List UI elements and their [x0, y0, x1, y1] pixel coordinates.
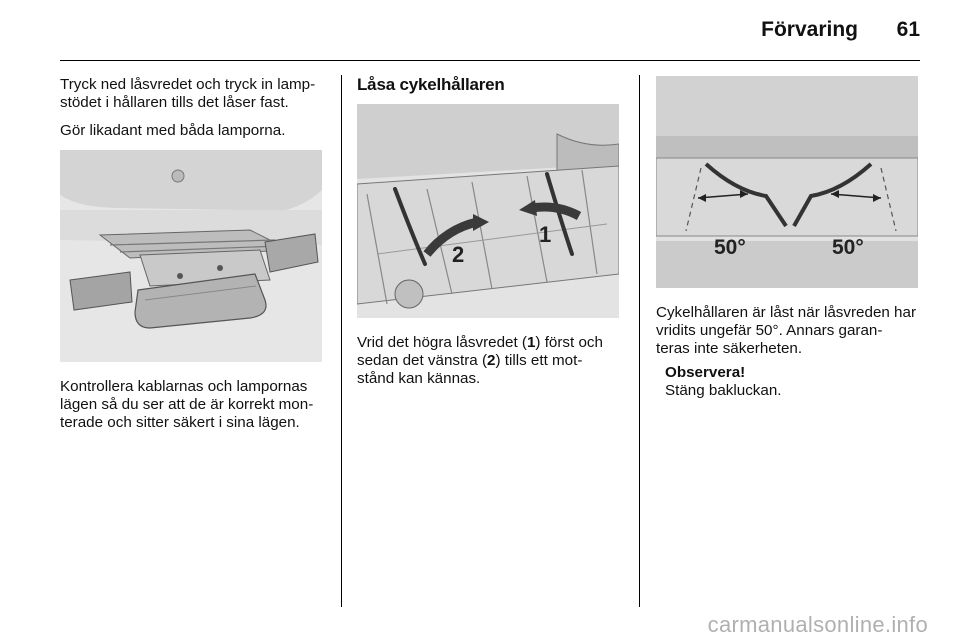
figure-label-1: 1	[539, 222, 552, 247]
figure-label-2: 2	[452, 242, 465, 267]
lamp-mount-illustration	[60, 150, 322, 362]
check-cables-paragraph: Kontrollera kablarnas och lampornas lägen så du ser att de är korrekt mon- terade och sitter säkert i sina lägen.	[60, 378, 314, 431]
note-box	[656, 364, 922, 400]
column-divider-1	[341, 75, 342, 607]
lock-angle-illustration	[656, 76, 918, 288]
locked-paragraph: Cykelhållaren är låst när låsvreden har vridits ungefär 50°. Annars garan- teras inte säkerheten.	[656, 304, 917, 357]
instruction-paragraph-1: Tryck ned låsvredet och tryck in lamp- stödet i hållaren tills det låser fast.	[60, 76, 316, 111]
header-rule	[60, 60, 920, 61]
column-2	[357, 76, 623, 398]
angle-label-right: 50°	[832, 236, 864, 259]
page-title: Förvaring	[761, 18, 858, 41]
note-label: Observera!	[665, 364, 746, 381]
page-number: 61	[896, 18, 920, 41]
instruction-paragraph-2: Gör likadant med båda lamporna.	[60, 122, 286, 139]
lock-knobs-illustration	[357, 104, 619, 318]
text-fragment: ) tills ett mot- stånd kan kännas.	[357, 352, 583, 387]
text-fragment: Vrid det högra låsvredet (	[357, 334, 527, 351]
text-fragment: ) först och sedan det vänstra (	[357, 334, 603, 369]
section-heading: Låsa cykelhållaren	[357, 75, 505, 94]
angle-label-left: 50°	[714, 236, 746, 259]
column-1	[60, 76, 326, 442]
watermark: carmanualsonline.info	[707, 612, 928, 637]
column-3	[656, 76, 922, 400]
bold-ref-2: 2	[487, 352, 496, 369]
rotate-knobs-paragraph	[357, 334, 623, 388]
bold-ref-1: 1	[526, 334, 536, 351]
note-text: Stäng bakluckan.	[665, 382, 782, 399]
column-divider-2	[639, 75, 640, 607]
